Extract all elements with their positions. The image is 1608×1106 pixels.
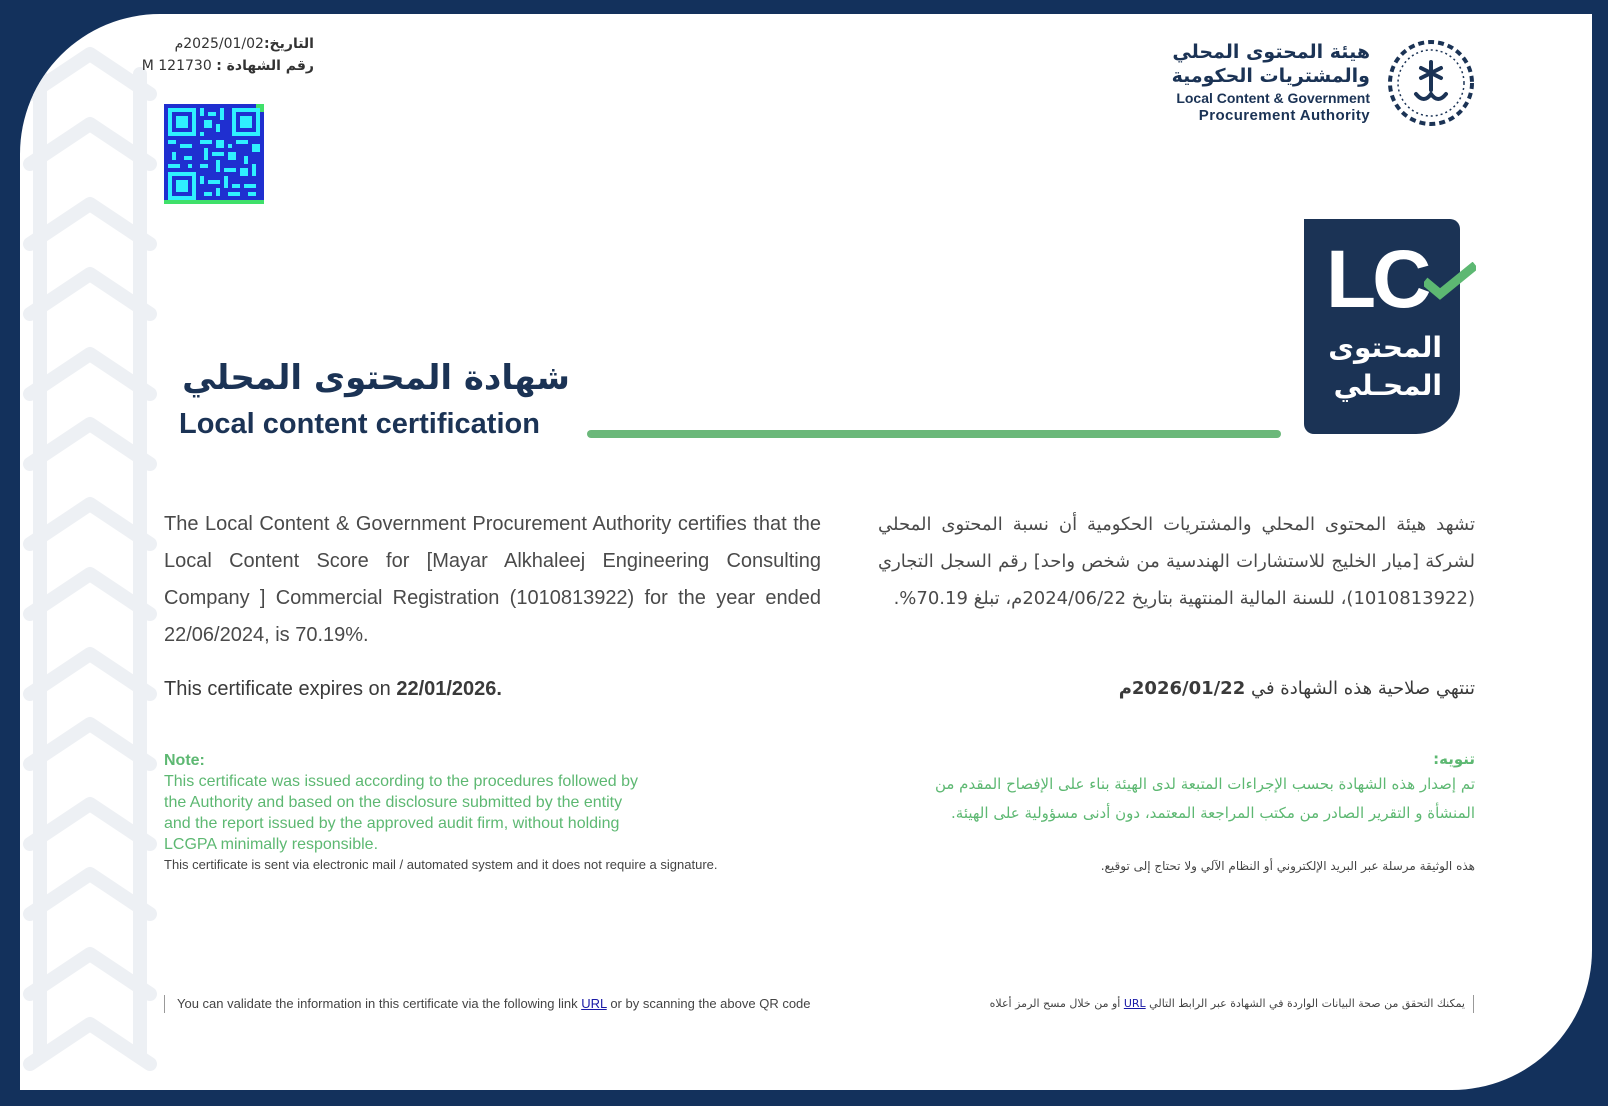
expiry-en-text: This certificate expires on [164, 678, 397, 700]
expiry-en [164, 678, 664, 701]
authority-name-ar-1: هيئة المحتوى المحلي [1172, 41, 1370, 63]
issue-date [110, 36, 314, 52]
qr-code [164, 104, 264, 204]
authority-emblem-icon [1386, 38, 1476, 128]
authority-name [1120, 40, 1370, 88]
decorative-pattern [20, 14, 170, 1074]
date-label: التاريخ: [263, 36, 314, 52]
badge-initials: LC [1326, 234, 1428, 325]
disclaimer-ar: هذه الوثيقة مرسلة عبر البريد الإلكتروني أو النظام الآلي ولا تحتاج إلى توقيع. [1100, 859, 1475, 873]
validation-link-en[interactable]: URL [581, 996, 607, 1011]
footer-ar-text: يمكنك التحقق من صحة البيانات الواردة في الشهادة عبر الرابط التالي [1145, 997, 1465, 1010]
certificate-number [90, 58, 314, 74]
expiry-ar-date: 2026/01/22م [1118, 678, 1246, 699]
number-value: M 121730 [141, 58, 212, 74]
body-en: The Local Content & Government Procurement Authority certifies that the Local Content Score for [Mayar Alkhaleej Engineering Consulting Company ] Commercial Registration (1010813922) for the year ended 22/06/2024, is 70.19%. [164, 513, 821, 646]
title-rule [587, 430, 1281, 438]
badge-text-ar-2: المحـلي [1333, 369, 1442, 402]
note-en-line: This certificate was issued according to the procedures followed by [164, 773, 639, 790]
title-en: Local content certification [179, 408, 540, 440]
footer-ar [863, 997, 1465, 1010]
expiry-en-date: 22/01/2026. [396, 678, 502, 700]
footer-en-suffix: or by scanning the above QR code [606, 996, 811, 1011]
certificate-card [20, 14, 1592, 1090]
authority-name-en-2: Procurement Authority [1198, 107, 1370, 124]
expiry-ar [975, 678, 1475, 699]
number-label: رقم الشهادة : [216, 58, 314, 74]
note-en-line: the Authority and based on the disclosure submitted by the entity [164, 794, 623, 811]
validation-link-ar[interactable]: URL [1123, 997, 1146, 1010]
footer-divider [164, 995, 165, 1013]
expiry-ar-text: تنتهي صلاحية هذه الشهادة في [1245, 678, 1475, 699]
body-ar: تشهد هيئة المحتوى المحلي والمشتريات الحكومية أن نسبة المحتوى المحلي لشركة [ميار الخليج للاستشارات الهندسية من شخص واحد] رقم السجل التجاري (1010813922)، للسنة المالية المنتهية بتاريخ 2024/06/22م، تبلغ 70.19%. [878, 514, 1475, 609]
badge-text-ar-1: المحتوى [1328, 331, 1442, 364]
footer-divider [1473, 995, 1474, 1013]
date-value: 2025/01/02م [174, 36, 264, 52]
note-en-line: LCGPA minimally responsible. [164, 836, 379, 853]
disclaimer-en: This certificate is sent via electronic mail / automated system and it does not require a signature. [164, 857, 718, 872]
note-ar-line: المنشأة و التقرير الصادر من مكتب المراجعة المعتمد، دون أدنى مسؤولية على الهيئة. [951, 804, 1475, 822]
footer-en-text: You can validate the information in this certificate via the following link [177, 996, 582, 1011]
footer-en [177, 996, 857, 1011]
footer-ar-suffix: أو من خلال مسح الرمز أعلاه [989, 997, 1124, 1010]
note-en-line: and the report issued by the approved audit firm, without holding [164, 815, 620, 832]
note-ar [855, 748, 1475, 828]
note-en-label: Note: [164, 752, 205, 769]
checkmark-icon [1424, 262, 1476, 302]
authority-name-ar-2: والمشتريات الحكومية [1171, 65, 1370, 87]
note-ar-label: تنويه: [1433, 750, 1475, 768]
title-ar: شهادة المحتوى المحلي [182, 358, 570, 398]
note-ar-line: تم إصدار هذه الشهادة بحسب الإجراءات المتبعة لدى الهيئة بناء على الإفصاح المقدم من [934, 775, 1475, 793]
local-content-badge [1304, 219, 1460, 434]
note-en [164, 750, 724, 855]
authority-name-en [1120, 90, 1370, 124]
authority-name-en-1: Local Content & Government [1176, 90, 1370, 106]
